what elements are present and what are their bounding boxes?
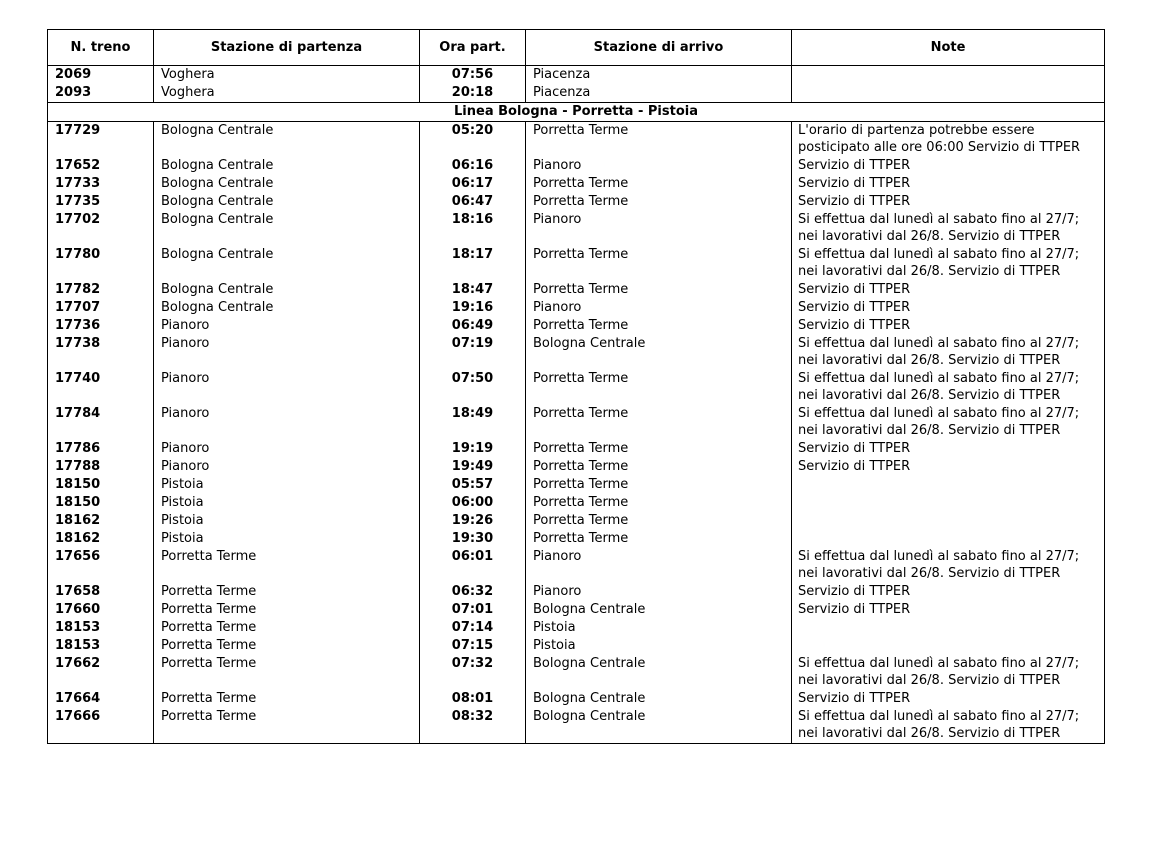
cell-note: Servizio di TTPER: [792, 583, 1105, 601]
cell-arrivo: Pianoro: [526, 548, 792, 583]
cell-partenza: Porretta Terme: [154, 548, 420, 583]
cell-partenza: Pianoro: [154, 370, 420, 405]
cell-partenza: Bologna Centrale: [154, 193, 420, 211]
cell-ora: 07:19: [420, 335, 526, 370]
table-row: [48, 299, 1105, 317]
cell-arrivo: Porretta Terme: [526, 122, 792, 158]
table-row: [48, 583, 1105, 601]
cell-ora: 19:49: [420, 458, 526, 476]
cell-ora: 18:16: [420, 211, 526, 246]
cell-arrivo: Bologna Centrale: [526, 690, 792, 708]
cell-treno: 17788: [48, 458, 154, 476]
table-row: [48, 440, 1105, 458]
cell-partenza: Voghera: [154, 66, 420, 85]
cell-ora: 19:19: [420, 440, 526, 458]
cell-treno: 17784: [48, 405, 154, 440]
cell-ora: 07:56: [420, 66, 526, 85]
cell-treno: 18150: [48, 494, 154, 512]
cell-treno: 17782: [48, 281, 154, 299]
table-row: [48, 157, 1105, 175]
cell-ora: 20:18: [420, 84, 526, 103]
cell-arrivo: Pistoia: [526, 619, 792, 637]
cell-arrivo: Porretta Terme: [526, 458, 792, 476]
cell-ora: 06:47: [420, 193, 526, 211]
cell-partenza: Porretta Terme: [154, 619, 420, 637]
cell-ora: 18:17: [420, 246, 526, 281]
cell-partenza: Bologna Centrale: [154, 122, 420, 158]
cell-arrivo: Pianoro: [526, 299, 792, 317]
table-row: [48, 512, 1105, 530]
cell-partenza: Bologna Centrale: [154, 211, 420, 246]
header-note: Note: [792, 30, 1105, 66]
cell-treno: 17736: [48, 317, 154, 335]
cell-ora: 05:57: [420, 476, 526, 494]
cell-arrivo: Bologna Centrale: [526, 655, 792, 690]
cell-arrivo: Porretta Terme: [526, 193, 792, 211]
cell-ora: 18:47: [420, 281, 526, 299]
cell-arrivo: Porretta Terme: [526, 281, 792, 299]
main-rows: [48, 122, 1105, 744]
table-row: [48, 66, 1105, 85]
cell-treno: 17707: [48, 299, 154, 317]
cell-note: L'orario di partenza potrebbe essere posticipato alle ore 06:00 Servizio di TTPER: [792, 122, 1105, 158]
cell-note: Si effettua dal lunedì al sabato fino al 27/7; nei lavorativi dal 26/8. Servizio di TTPER: [792, 655, 1105, 690]
section: [48, 103, 1105, 122]
cell-ora: 18:49: [420, 405, 526, 440]
cell-arrivo: Porretta Terme: [526, 512, 792, 530]
cell-partenza: Voghera: [154, 84, 420, 103]
cell-ora: 07:32: [420, 655, 526, 690]
cell-partenza: Bologna Centrale: [154, 299, 420, 317]
cell-treno: 18162: [48, 512, 154, 530]
table-row: [48, 122, 1105, 158]
cell-note: Servizio di TTPER: [792, 440, 1105, 458]
header-ora: Ora part.: [420, 30, 526, 66]
cell-partenza: Pistoia: [154, 530, 420, 548]
cell-note: Servizio di TTPER: [792, 299, 1105, 317]
cell-note: [792, 530, 1105, 548]
table-row: [48, 317, 1105, 335]
cell-treno: 17658: [48, 583, 154, 601]
cell-note: [792, 84, 1105, 103]
cell-note: Si effettua dal lunedì al sabato fino al 27/7; nei lavorativi dal 26/8. Servizio di TTPER: [792, 370, 1105, 405]
cell-treno: 17729: [48, 122, 154, 158]
cell-note: [792, 619, 1105, 637]
cell-ora: 19:30: [420, 530, 526, 548]
cell-arrivo: Porretta Terme: [526, 175, 792, 193]
cell-treno: 17733: [48, 175, 154, 193]
top-rows: [48, 66, 1105, 103]
cell-note: Servizio di TTPER: [792, 281, 1105, 299]
cell-note: Servizio di TTPER: [792, 690, 1105, 708]
cell-treno: 17656: [48, 548, 154, 583]
cell-arrivo: Porretta Terme: [526, 370, 792, 405]
cell-note: [792, 494, 1105, 512]
cell-partenza: Pianoro: [154, 405, 420, 440]
cell-note: Servizio di TTPER: [792, 317, 1105, 335]
cell-treno: 17660: [48, 601, 154, 619]
cell-partenza: Porretta Terme: [154, 655, 420, 690]
cell-treno: 17738: [48, 335, 154, 370]
cell-partenza: Bologna Centrale: [154, 157, 420, 175]
cell-treno: 2069: [48, 66, 154, 85]
cell-arrivo: Porretta Terme: [526, 246, 792, 281]
cell-note: Si effettua dal lunedì al sabato fino al 27/7; nei lavorativi dal 26/8. Servizio di TTPER: [792, 211, 1105, 246]
cell-ora: 19:26: [420, 512, 526, 530]
cell-treno: 17662: [48, 655, 154, 690]
cell-arrivo: Bologna Centrale: [526, 708, 792, 744]
table-row: [48, 548, 1105, 583]
cell-partenza: Pistoia: [154, 494, 420, 512]
header-arrivo: Stazione di arrivo: [526, 30, 792, 66]
cell-partenza: Bologna Centrale: [154, 175, 420, 193]
table-row: [48, 335, 1105, 370]
table-row: [48, 211, 1105, 246]
cell-arrivo: Bologna Centrale: [526, 601, 792, 619]
cell-partenza: Pianoro: [154, 317, 420, 335]
cell-treno: 17666: [48, 708, 154, 744]
table-row: [48, 708, 1105, 744]
cell-note: [792, 637, 1105, 655]
table-row: [48, 405, 1105, 440]
cell-note: Servizio di TTPER: [792, 193, 1105, 211]
table-row: [48, 458, 1105, 476]
cell-arrivo: Porretta Terme: [526, 476, 792, 494]
cell-arrivo: Porretta Terme: [526, 440, 792, 458]
cell-note: Servizio di TTPER: [792, 458, 1105, 476]
cell-partenza: Porretta Terme: [154, 601, 420, 619]
cell-treno: 2093: [48, 84, 154, 103]
cell-ora: 19:16: [420, 299, 526, 317]
table-row: [48, 476, 1105, 494]
header-partenza: Stazione di partenza: [154, 30, 420, 66]
header-treno: N. treno: [48, 30, 154, 66]
cell-partenza: Porretta Terme: [154, 583, 420, 601]
cell-note: Si effettua dal lunedì al sabato fino al 27/7; nei lavorativi dal 26/8. Servizio di TTPER: [792, 708, 1105, 744]
section-row: [48, 103, 1105, 122]
cell-ora: 08:01: [420, 690, 526, 708]
cell-partenza: Porretta Terme: [154, 637, 420, 655]
cell-partenza: Pistoia: [154, 476, 420, 494]
table-row: [48, 281, 1105, 299]
cell-ora: 06:32: [420, 583, 526, 601]
cell-arrivo: Porretta Terme: [526, 317, 792, 335]
cell-partenza: Bologna Centrale: [154, 246, 420, 281]
table-row: [48, 619, 1105, 637]
cell-ora: 07:14: [420, 619, 526, 637]
table-row: [48, 84, 1105, 103]
cell-treno: 18162: [48, 530, 154, 548]
cell-treno: 18150: [48, 476, 154, 494]
table-row: [48, 655, 1105, 690]
cell-ora: 06:01: [420, 548, 526, 583]
cell-note: Si effettua dal lunedì al sabato fino al 27/7; nei lavorativi dal 26/8. Servizio di TTPER: [792, 405, 1105, 440]
cell-note: [792, 512, 1105, 530]
section-title: Linea Bologna - Porretta - Pistoia: [48, 103, 1105, 122]
cell-note: [792, 476, 1105, 494]
cell-note: Si effettua dal lunedì al sabato fino al 27/7; nei lavorativi dal 26/8. Servizio di TTPER: [792, 246, 1105, 281]
cell-note: Si effettua dal lunedì al sabato fino al 27/7; nei lavorativi dal 26/8. Servizio di TTPER: [792, 335, 1105, 370]
cell-partenza: Pianoro: [154, 458, 420, 476]
cell-ora: 07:01: [420, 601, 526, 619]
cell-treno: 17786: [48, 440, 154, 458]
cell-arrivo: Porretta Terme: [526, 530, 792, 548]
cell-arrivo: Pistoia: [526, 637, 792, 655]
cell-treno: 17735: [48, 193, 154, 211]
cell-partenza: Pianoro: [154, 440, 420, 458]
cell-treno: 17664: [48, 690, 154, 708]
cell-arrivo: Piacenza: [526, 66, 792, 85]
cell-note: [792, 66, 1105, 85]
cell-ora: 06:16: [420, 157, 526, 175]
cell-arrivo: Pianoro: [526, 157, 792, 175]
cell-arrivo: Porretta Terme: [526, 494, 792, 512]
cell-ora: 06:17: [420, 175, 526, 193]
cell-partenza: Pistoia: [154, 512, 420, 530]
cell-arrivo: Pianoro: [526, 583, 792, 601]
cell-arrivo: Pianoro: [526, 211, 792, 246]
cell-treno: 17780: [48, 246, 154, 281]
cell-treno: 17652: [48, 157, 154, 175]
cell-ora: 08:32: [420, 708, 526, 744]
cell-treno: 17702: [48, 211, 154, 246]
cell-partenza: Porretta Terme: [154, 690, 420, 708]
table-row: [48, 637, 1105, 655]
cell-partenza: Porretta Terme: [154, 708, 420, 744]
cell-partenza: Bologna Centrale: [154, 281, 420, 299]
cell-treno: 18153: [48, 637, 154, 655]
cell-treno: 18153: [48, 619, 154, 637]
header-row: [48, 30, 1105, 66]
cell-ora: 07:15: [420, 637, 526, 655]
cell-ora: 05:20: [420, 122, 526, 158]
table-row: [48, 246, 1105, 281]
table-row: [48, 494, 1105, 512]
timetable: [47, 29, 1105, 744]
table-row: [48, 601, 1105, 619]
cell-ora: 07:50: [420, 370, 526, 405]
cell-ora: 06:49: [420, 317, 526, 335]
cell-treno: 17740: [48, 370, 154, 405]
cell-note: Si effettua dal lunedì al sabato fino al 27/7; nei lavorativi dal 26/8. Servizio di TTPER: [792, 548, 1105, 583]
table-row: [48, 175, 1105, 193]
cell-arrivo: Piacenza: [526, 84, 792, 103]
table-row: [48, 193, 1105, 211]
table-row: [48, 690, 1105, 708]
cell-ora: 06:00: [420, 494, 526, 512]
cell-note: Servizio di TTPER: [792, 601, 1105, 619]
table-row: [48, 530, 1105, 548]
cell-partenza: Pianoro: [154, 335, 420, 370]
cell-arrivo: Bologna Centrale: [526, 335, 792, 370]
cell-arrivo: Porretta Terme: [526, 405, 792, 440]
table-row: [48, 370, 1105, 405]
cell-note: Servizio di TTPER: [792, 157, 1105, 175]
cell-note: Servizio di TTPER: [792, 175, 1105, 193]
